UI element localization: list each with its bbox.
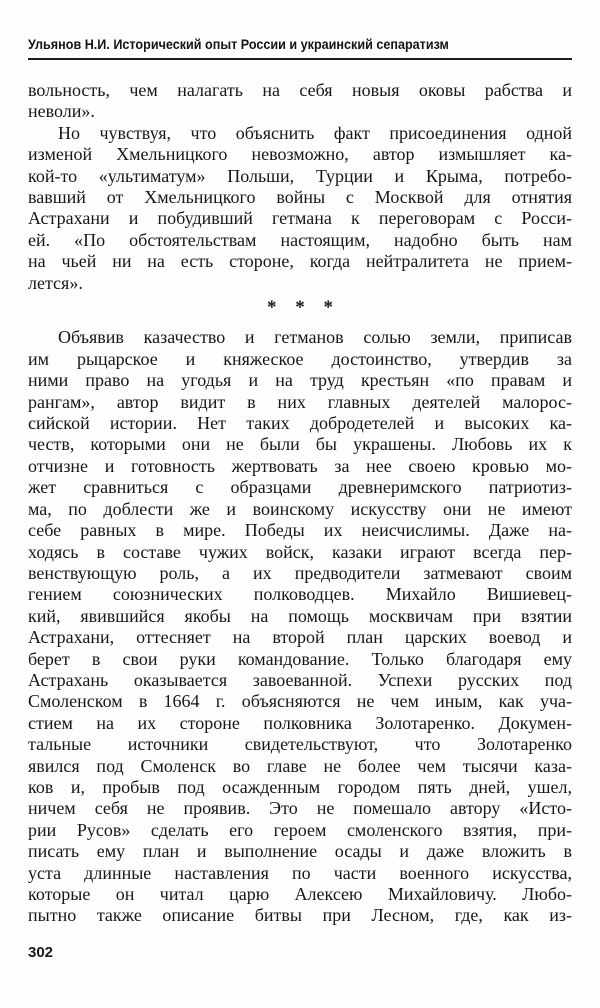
text-line: ков и, пробыв под осажденным городом пять дней, ушел,	[28, 776, 572, 797]
paragraph	[28, 80, 572, 123]
text-line: которые он читал царю Алексею Михайловичу. Любо-	[28, 884, 572, 905]
header-rule	[28, 58, 572, 60]
text-line: гением союзнических полководцев. Михайло Вишиевец-	[28, 584, 572, 605]
text-line: Смоленском в 1664 г. объясняются не чем иным, как уча-	[28, 691, 572, 712]
text-line: венствующую роль, а их предводители затмевают своим	[28, 562, 572, 583]
text-line: берет в свои руки командование. Только благодаря ему	[28, 648, 572, 669]
text-line: Но чувствуя, что объяснить факт присоединения одной	[58, 122, 572, 143]
text-line: Астрахани, оттесняет на второй план царских воевод и	[28, 627, 572, 648]
text-line: ходясь в составе чужих войск, казаки играют всегда пер-	[28, 541, 572, 562]
text-line: вавший от Хмельницкого войны с Москвой для отнятия	[28, 187, 572, 208]
text-line: рии Русов» сделать его героем смоленского взятия, при-	[28, 819, 572, 840]
page-header	[28, 36, 572, 52]
text-line: явился под Смоленск во главе не более чем тысячи каза-	[28, 755, 572, 776]
text-line: себе равных в мире. Победы их неисчислимы. Даже на-	[28, 520, 572, 541]
text-line: стием на их стороне полковника Золотаренко. Докумен-	[28, 712, 572, 733]
text-line: ей. «По обстоятельствам настоящим, надобно быть нам	[28, 229, 572, 250]
text-line: кой-то «ультиматум» Польши, Турции и Крыма, потребо-	[28, 165, 572, 186]
paragraph	[28, 123, 572, 294]
page-body	[28, 80, 572, 927]
page-number-label: 302	[28, 944, 54, 961]
text-line: ма, по доблести же и воинскому искусству они не имеют	[28, 498, 572, 519]
text-line: лется».	[28, 272, 83, 293]
text-line: изменой Хмельницкого невозможно, автор измышляет ка-	[28, 144, 572, 165]
text-line: на чьей ни на есть стороне, когда нейтралитета не прием-	[28, 251, 572, 272]
text-line: уста длинные наставления по части военного искусства,	[28, 862, 572, 883]
paragraph	[28, 327, 572, 926]
text-line: Астрахань оказывается завоеванной. Успехи русских под	[28, 669, 572, 690]
text-line: сийской истории. Нет таких добродетелей и высоких ка-	[28, 413, 572, 434]
running-title: Ульянов Н.И. Исторический опыт России и украинский сепаратизм	[28, 36, 449, 52]
text-line: кий, явившийся якобы на помощь москвичам при взятии	[28, 605, 572, 626]
text-line: жет сравниться с образцами древнеримского патриотиз-	[28, 477, 572, 498]
text-line: отчизне и готовность жертвовать за нее своею кровью мо-	[28, 455, 572, 476]
text-line: пытно также описание битвы при Лесном, где, как из-	[28, 905, 572, 926]
text-line: им рыцарское и княжеское достоинство, утвердив за	[28, 348, 572, 369]
text-line: Объявив казачество и гетманов солью земли, приписав	[58, 327, 572, 348]
text-line: неволи».	[28, 101, 95, 122]
text-line: писать ему план и выполнение осады и даже вложить в	[28, 841, 572, 862]
text-line: Астрахани и побудивший гетмана к переговорам с Росси-	[28, 208, 572, 229]
text-line: вольность, чем налагать на себя новыя оковы рабства и	[28, 80, 572, 100]
text-line: ничем себя не проявив. Это не помешало автору «Исто-	[28, 798, 572, 819]
text-line: рангам», автор видит в них главных деятелей малорос-	[28, 391, 572, 412]
text-line: ними право на угодья и на труд крестьян «по правам и	[28, 370, 572, 391]
text-line: честв, которыми они не были бы украшены. Любовь их к	[28, 434, 572, 455]
text-line: тальные источники свидетельствуют, что Золотаренко	[28, 734, 572, 755]
section-separator: * * *	[267, 297, 333, 319]
